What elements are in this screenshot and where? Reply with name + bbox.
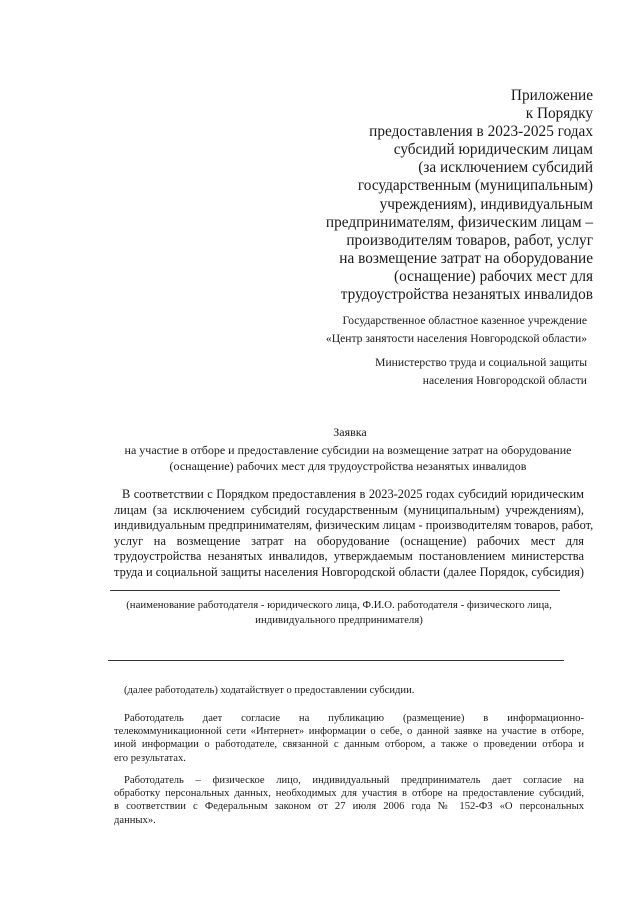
subtitle-line: на участие в отборе и предоставление субсидии на возмещение затрат на оборудование [124,443,572,457]
consent-line: его результатах. [114,752,186,764]
request-line: (далее работодатель) ходатайствует о предоставлении субсидии. [124,685,415,696]
addressee-line: населения Новгородской области [422,373,587,387]
appendix-line: на возмещение затрат на оборудование [339,249,593,267]
intro-line: труда и социальной защиты населения Новгородской области (далее Порядок, субсидия) [114,564,584,579]
consent-line: иной информации о работодателе, связанной с данным отбором, а также о проведении отбора и [114,739,584,751]
intro-line: В соответствии с Порядком предоставления в 2023-2025 годах субсидий юридическим [122,487,584,501]
appendix-line: предпринимателям, физическим лицам – [325,213,593,231]
appendix-line: государственным (муниципальным) [357,177,593,195]
intro-line: лицам (за исключением субсидий государственным (муниципальным) учреждениям), [114,502,584,517]
consent-line: данных». [114,814,156,826]
employer-name-field-line[interactable] [110,590,560,591]
appendix-line: производителям товаров, работ, услуг [346,231,593,249]
appendix-line: учреждениям), индивидуальным [379,195,593,213]
consent-line: телекоммуникационной сети «Интернет» информации о себе, о данной заявке на участие в отборе, [114,726,584,738]
appendix-line: к Порядку [525,105,593,123]
request-paragraph [114,684,584,697]
appendix-header [293,87,593,304]
appendix-line: Приложение [510,87,593,104]
appendix-line: (за исключением субсидий [418,159,593,177]
caption-line: (наименование работодателя - юридического лица, Ф.И.О. работодателя - физического лица, [126,599,552,611]
consent-line: обработку персональных данных, необходимых для участия в отборе на предоставление субсидий, [114,788,584,800]
subtitle-line: (оснащение) рабочих мест для трудоустройства незанятых инвалидов [169,458,527,473]
consent-line: в соответствии с Федеральным законом от 27 июля 2006 года № 152-ФЗ «О персональных [114,801,584,813]
employer-name-field-line-2[interactable] [108,660,564,661]
addressee-line: Министерство труда и социальной защиты [375,356,587,369]
addressee-line: Государственное областное казенное учреждение [342,314,587,327]
addressee-line: «Центр занятости населения Новгородской области» [325,331,587,345]
appendix-line: предоставления в 2023-2025 годах [369,123,593,141]
intro-line: индивидуальным предпринимателям, физическим лицам - производителям товаров, работ, [114,518,594,533]
addressee-ministry [267,354,587,389]
document-title: Заявка [333,425,367,439]
consent-line: Работодатель дает согласие на публикацию (размещение) в информационно- [124,713,584,724]
intro-paragraph [114,487,594,581]
intro-line: услуг на возмещение затрат на оборудование (оснащение) рабочих мест для [114,533,584,548]
appendix-line: субсидий юридическим лицам [393,141,593,159]
document-subtitle [108,443,588,474]
publication-consent-paragraph [114,712,584,765]
appendix-line: трудоустройства незанятых инвалидов [340,286,593,304]
caption-line: индивидуального предпринимателя) [255,614,423,627]
intro-line: трудоустройства незанятых инвалидов, утверждаемым постановлением министерства [114,549,584,564]
employer-name-caption [108,598,570,629]
consent-line: Работодатель – физическое лицо, индивидуальный предприниматель дает согласие на [124,775,584,786]
personal-data-consent-paragraph [114,774,584,827]
addressee-employment-center [267,312,587,347]
appendix-line: (оснащение) рабочих мест для [394,267,593,285]
